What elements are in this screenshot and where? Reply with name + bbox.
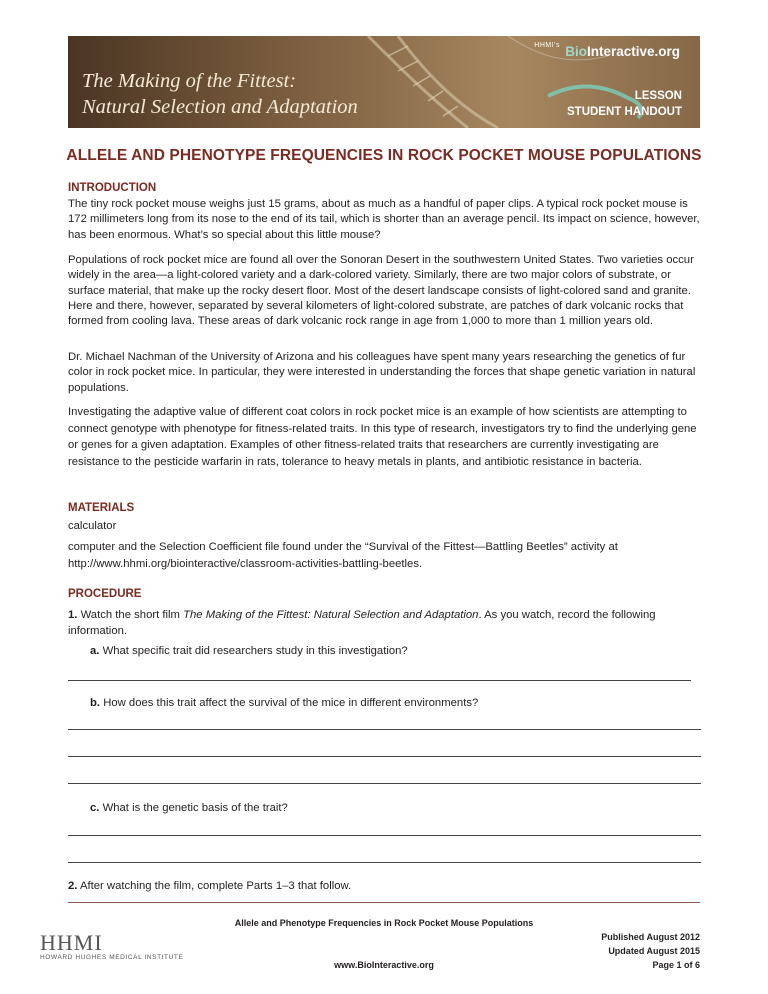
footer-publication-info (601, 930, 700, 972)
answer-line-c2[interactable] (68, 862, 701, 863)
materials-heading: MATERIALS (68, 502, 135, 514)
materials-item-computer: computer and the Selection Coefficient file found under the “Survival of the Fittest—Battling Beetles” activity at (68, 541, 618, 553)
intro-paragraph-1: The tiny rock pocket mouse weighs just 15 grams, about as much as a handful of paper clips. A typical rock pocket mouse is 172 millimeters long from its nose to the end of its tail, which is shorter than an average pencil. Its impact on science, however, has been enormous. What’s so special about this little mouse? (68, 198, 700, 241)
handout-label (567, 88, 682, 120)
hhmi-logo (40, 930, 183, 961)
intro-paragraph-3: Dr. Michael Nachman of the University of Arizona and his colleagues have spent many years researching the genetics of fur color in rock pocket mice. In particular, they were interested in understanding the forces that shape genetic variation in natural populations. (68, 351, 696, 394)
procedure-step-1-cont: information. (68, 625, 128, 637)
materials-link[interactable]: http://www.hhmi.org/biointeractive/classroom-activities-battling-beetles. (68, 558, 423, 570)
answer-line-b1[interactable] (68, 729, 701, 730)
logo-bio: Bio (565, 44, 587, 59)
student-handout-label: STUDENT HANDOUT (567, 106, 682, 118)
step-1-number: 1. (68, 609, 78, 621)
materials-item-calculator: calculator (68, 520, 117, 532)
footer-url[interactable]: www.BioInteractive.org (334, 960, 434, 970)
published-date: Published August 2012 (601, 932, 700, 942)
hhmi-logo-text: HHMI (40, 930, 103, 955)
answer-line-a[interactable] (68, 680, 691, 681)
answer-line-c1[interactable] (68, 835, 701, 836)
page-title: ALLELE AND PHENOTYPE FREQUENCIES IN ROCK POCKET MOUSE POPULATIONS (66, 147, 702, 164)
biointeractive-logo (534, 42, 680, 59)
question-c-label: c. (90, 802, 100, 814)
step-1-post: . As you watch, record the following (478, 609, 656, 621)
question-b-label: b. (90, 697, 101, 709)
banner-title (82, 68, 358, 120)
updated-date: Updated August 2015 (608, 946, 700, 956)
step-2-text: After watching the film, complete Parts 1–3 that follow. (79, 880, 352, 892)
step-2-number: 2. (68, 880, 78, 892)
question-c-text: What is the genetic basis of the trait? (102, 802, 288, 814)
header-banner (68, 36, 700, 128)
procedure-step-1 (68, 608, 656, 623)
banner-title-line1: The Making of the Fittest: (82, 70, 297, 92)
question-c (90, 801, 288, 816)
footer-doc-title: Allele and Phenotype Frequencies in Rock Pocket Mouse Populations (234, 918, 534, 928)
question-a-label: a. (90, 645, 100, 657)
answer-line-b3[interactable] (68, 783, 701, 784)
procedure-heading: PROCEDURE (68, 588, 142, 600)
step-1-film: The Making of the Fittest: Natural Selection and Adaptation (183, 609, 479, 621)
logo-hhmis: HHMI's (534, 42, 560, 49)
answer-line-b2[interactable] (68, 756, 701, 757)
step-1-pre: Watch the short film (80, 609, 180, 621)
page-number: Page 1 of 6 (652, 960, 700, 970)
question-a-text: What specific trait did researchers study in this investigation? (102, 645, 408, 657)
logo-interactive: Interactive.org (586, 44, 680, 59)
introduction-heading: INTRODUCTION (68, 182, 157, 194)
footer-divider (68, 902, 700, 903)
intro-paragraph-2: Populations of rock pocket mice are found all over the Sonoran Desert in the southwestern United States. Two varieties occur widely in the area—a light-colored variety and a dark-colored variety. Similarly, there are two major colors of substrate, or surface material, that make up the rocky desert floor. Most of the desert landscape consists of light-colored sand and granite. Here and there, however, separated by several kilometers of light-colored substrate, are patches of dark volcanic rocks that formed from cooling lava. These areas of dark volcanic rock range in age from 1,000 to more than 1 million years old. (68, 254, 694, 328)
banner-title-line2: Natural Selection and Adaptation (82, 96, 358, 118)
question-a (90, 644, 408, 659)
question-b-text: How does this trait affect the survival of the mice in different environments? (103, 697, 479, 709)
procedure-step-2 (68, 879, 351, 894)
intro-paragraph-4: Investigating the adaptive value of different coat colors in rock pocket mice is an example of how scientists are attempting to connect genotype with phenotype for fitness-related traits. In this type of research, investigators try to find the underlying gene or genes for a given adaptation. Examples of other fitness-related traits that researchers are currently investigating are resistance to the pesticide warfarin in rats, tolerance to heavy metals in plants, and antibiotic resistance in bacteria. (68, 406, 697, 468)
lesson-label: LESSON (634, 90, 682, 102)
hhmi-logo-subtitle: HOWARD HUGHES MEDICAL INSTITUTE (40, 954, 184, 961)
question-b (90, 696, 478, 711)
